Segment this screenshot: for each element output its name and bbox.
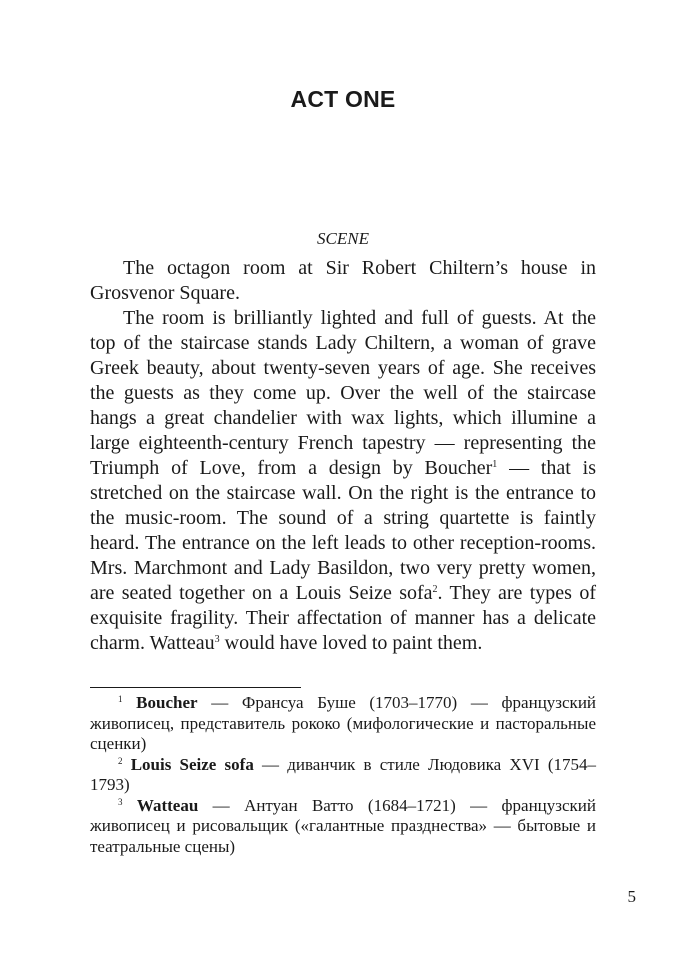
- footnote-mark: 1: [118, 694, 123, 704]
- footnote-ref-3[interactable]: 3: [214, 634, 220, 645]
- paragraph-text: The room is brilliantly lighted and full of guests. At the top of the staircase stands Lady Chiltern, a woman of grave Greek beauty, about twenty-seven years of age. She receives the guests as they come up. Over the well of the staircase hangs a great chandelier with wax lights, which illumine a large eighteenth-century French tapestry — representing the Triumph of Love, from a design by Boucher: [90, 307, 596, 479]
- footnote-ref-1[interactable]: 1: [492, 459, 498, 470]
- footnotes: [90, 693, 596, 857]
- paragraph-text: . They are types of exquisite fragility. Their affectation of manner has a delicate charm. Watteau: [90, 582, 596, 654]
- paragraph-2: [90, 306, 596, 656]
- footnote-text: — Франсуа Буше (1703–1770) — французский живописец, представитель рококо (мифологические и пасторальные сценки): [90, 693, 597, 753]
- paragraph-text: — that is stretched on the staircase wall. On the right is the entrance to the music-room. The sound of a string quartette is faintly heard. The entrance on the left leads to other reception-rooms. Mrs. Marchmont and Lady Basildon, two very pretty women, are seated together on a Louis Seize sofa: [90, 457, 596, 604]
- footnote-ref-2[interactable]: 2: [432, 584, 438, 595]
- paragraph-text: would have loved to paint them.: [219, 632, 483, 654]
- page-number: 5: [627, 887, 636, 906]
- footnote-mark: 2: [118, 755, 123, 766]
- footnote-text: — диванчик в стиле Людовика XVI (1754–1793): [90, 754, 596, 794]
- footnote-1: [90, 693, 596, 755]
- scene-label: SCENE: [317, 229, 369, 248]
- stage-directions: [90, 256, 596, 656]
- footnote-term: Boucher: [136, 693, 198, 712]
- footnote-divider: [90, 687, 301, 688]
- footnote-mark: 3: [118, 796, 123, 807]
- footnote-term: Louis Seize sofa: [130, 754, 254, 774]
- footnote-term: Watteau: [136, 795, 199, 815]
- paragraph-1: [90, 256, 596, 306]
- act-title: ACT ONE: [290, 86, 396, 112]
- paragraph-text: The octagon room at Sir Robert Chiltern’s house in Grosvenor Square.: [90, 257, 596, 304]
- footnote-2: [90, 755, 596, 796]
- footnote-text: — Антуан Ватто (1684–1721) — французский живописец и рисовальщик («галантные празднества» — бытовые и театральные сцены): [90, 795, 596, 856]
- footnote-3: [90, 796, 596, 858]
